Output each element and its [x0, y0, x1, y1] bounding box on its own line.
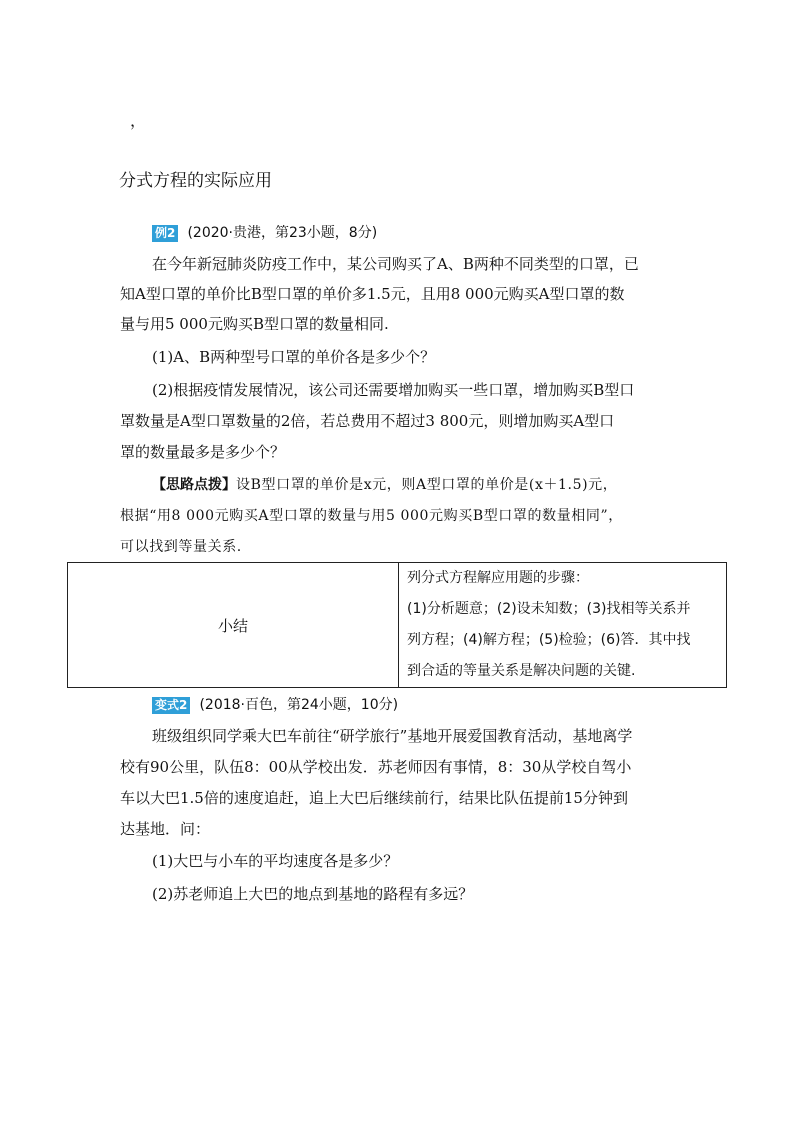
hint-line-2: 根据“用8 000元购买A型口罩的数量与用5 000元购买B型口罩的数量相同”，: [120, 508, 623, 524]
summary-label: 小结: [68, 563, 399, 688]
summary-content: [399, 563, 727, 688]
summary-line: 列分式方程解应用题的步骤：: [407, 570, 589, 586]
example-line-2: 知A型口罩的单价比B型口罩的单价多1.5元，且用8 000元购买A型口罩的数: [120, 285, 625, 303]
example-header: [152, 222, 377, 242]
variant-question-2: (2)苏老师追上大巴的地点到基地的路程有多远？: [152, 885, 474, 903]
section-title: 分式方程的实际应用: [119, 171, 272, 191]
summary-line: (1)分析题意；(2)设未知数；(3)找相等关系并: [407, 601, 691, 617]
variant-badge: 变式2: [152, 697, 190, 714]
summary-table: [67, 562, 727, 688]
example-line-3: 量与用5 000元购买B型口罩的数量相同.: [120, 315, 389, 333]
variant-line-3: 车以大巴1.5倍的速度追赶，追上大巴后继续前行，结果比队伍提前15分钟到: [120, 789, 628, 807]
hint-tag: 【思路点拨】: [152, 477, 236, 493]
example-question-2-line-3: 罩的数量最多是多少个？: [120, 443, 286, 461]
hint-line-1: [152, 470, 617, 500]
variant-line-1: 班级组织同学乘大巴车前往“研学旅行”基地开展爱国教育活动，基地离学: [152, 727, 633, 745]
example-question-1: (1)A、B两种型号口罩的单价各是多少个？: [152, 348, 436, 366]
summary-line: 到合适的等量关系是解决问题的关键.: [407, 663, 636, 679]
variant-line-4: 达基地．问：: [120, 820, 211, 838]
summary-row: [68, 563, 727, 688]
example-question-2-line-1: (2)根据疫情发展情况，该公司还需要增加购买一些口罩，增加购买B型口: [152, 381, 635, 399]
hint-text-1: 设B型口罩的单价是x元，则A型口罩的单价是(x＋1.5)元，: [236, 477, 618, 493]
variant-line-2: 校有90公里，队伍8：00从学校出发．苏老师因有事情，8：30从学校自驾小: [120, 758, 632, 776]
example-question-2-line-2: 罩数量是A型口罩数量的2倍，若总费用不超过3 800元，则增加购买A型口: [120, 412, 615, 430]
stray-comma: ，: [130, 111, 147, 130]
variant-header: [152, 694, 398, 714]
summary-line: 列方程；(4)解方程；(5)检验；(6)答．其中找: [407, 632, 691, 648]
example-source: (2020·贵港，第23小题，8分): [187, 225, 378, 241]
hint-line-3: 可以找到等量关系.: [120, 539, 242, 555]
variant-question-1: (1)大巴与小车的平均速度各是多少？: [152, 852, 399, 870]
example-line-1: 在今年新冠肺炎防疫工作中，某公司购买了A、B两种不同类型的口罩，已: [152, 255, 639, 273]
example-badge: 例2: [152, 225, 178, 242]
variant-source: (2018·百色，第24小题，10分): [199, 697, 399, 713]
